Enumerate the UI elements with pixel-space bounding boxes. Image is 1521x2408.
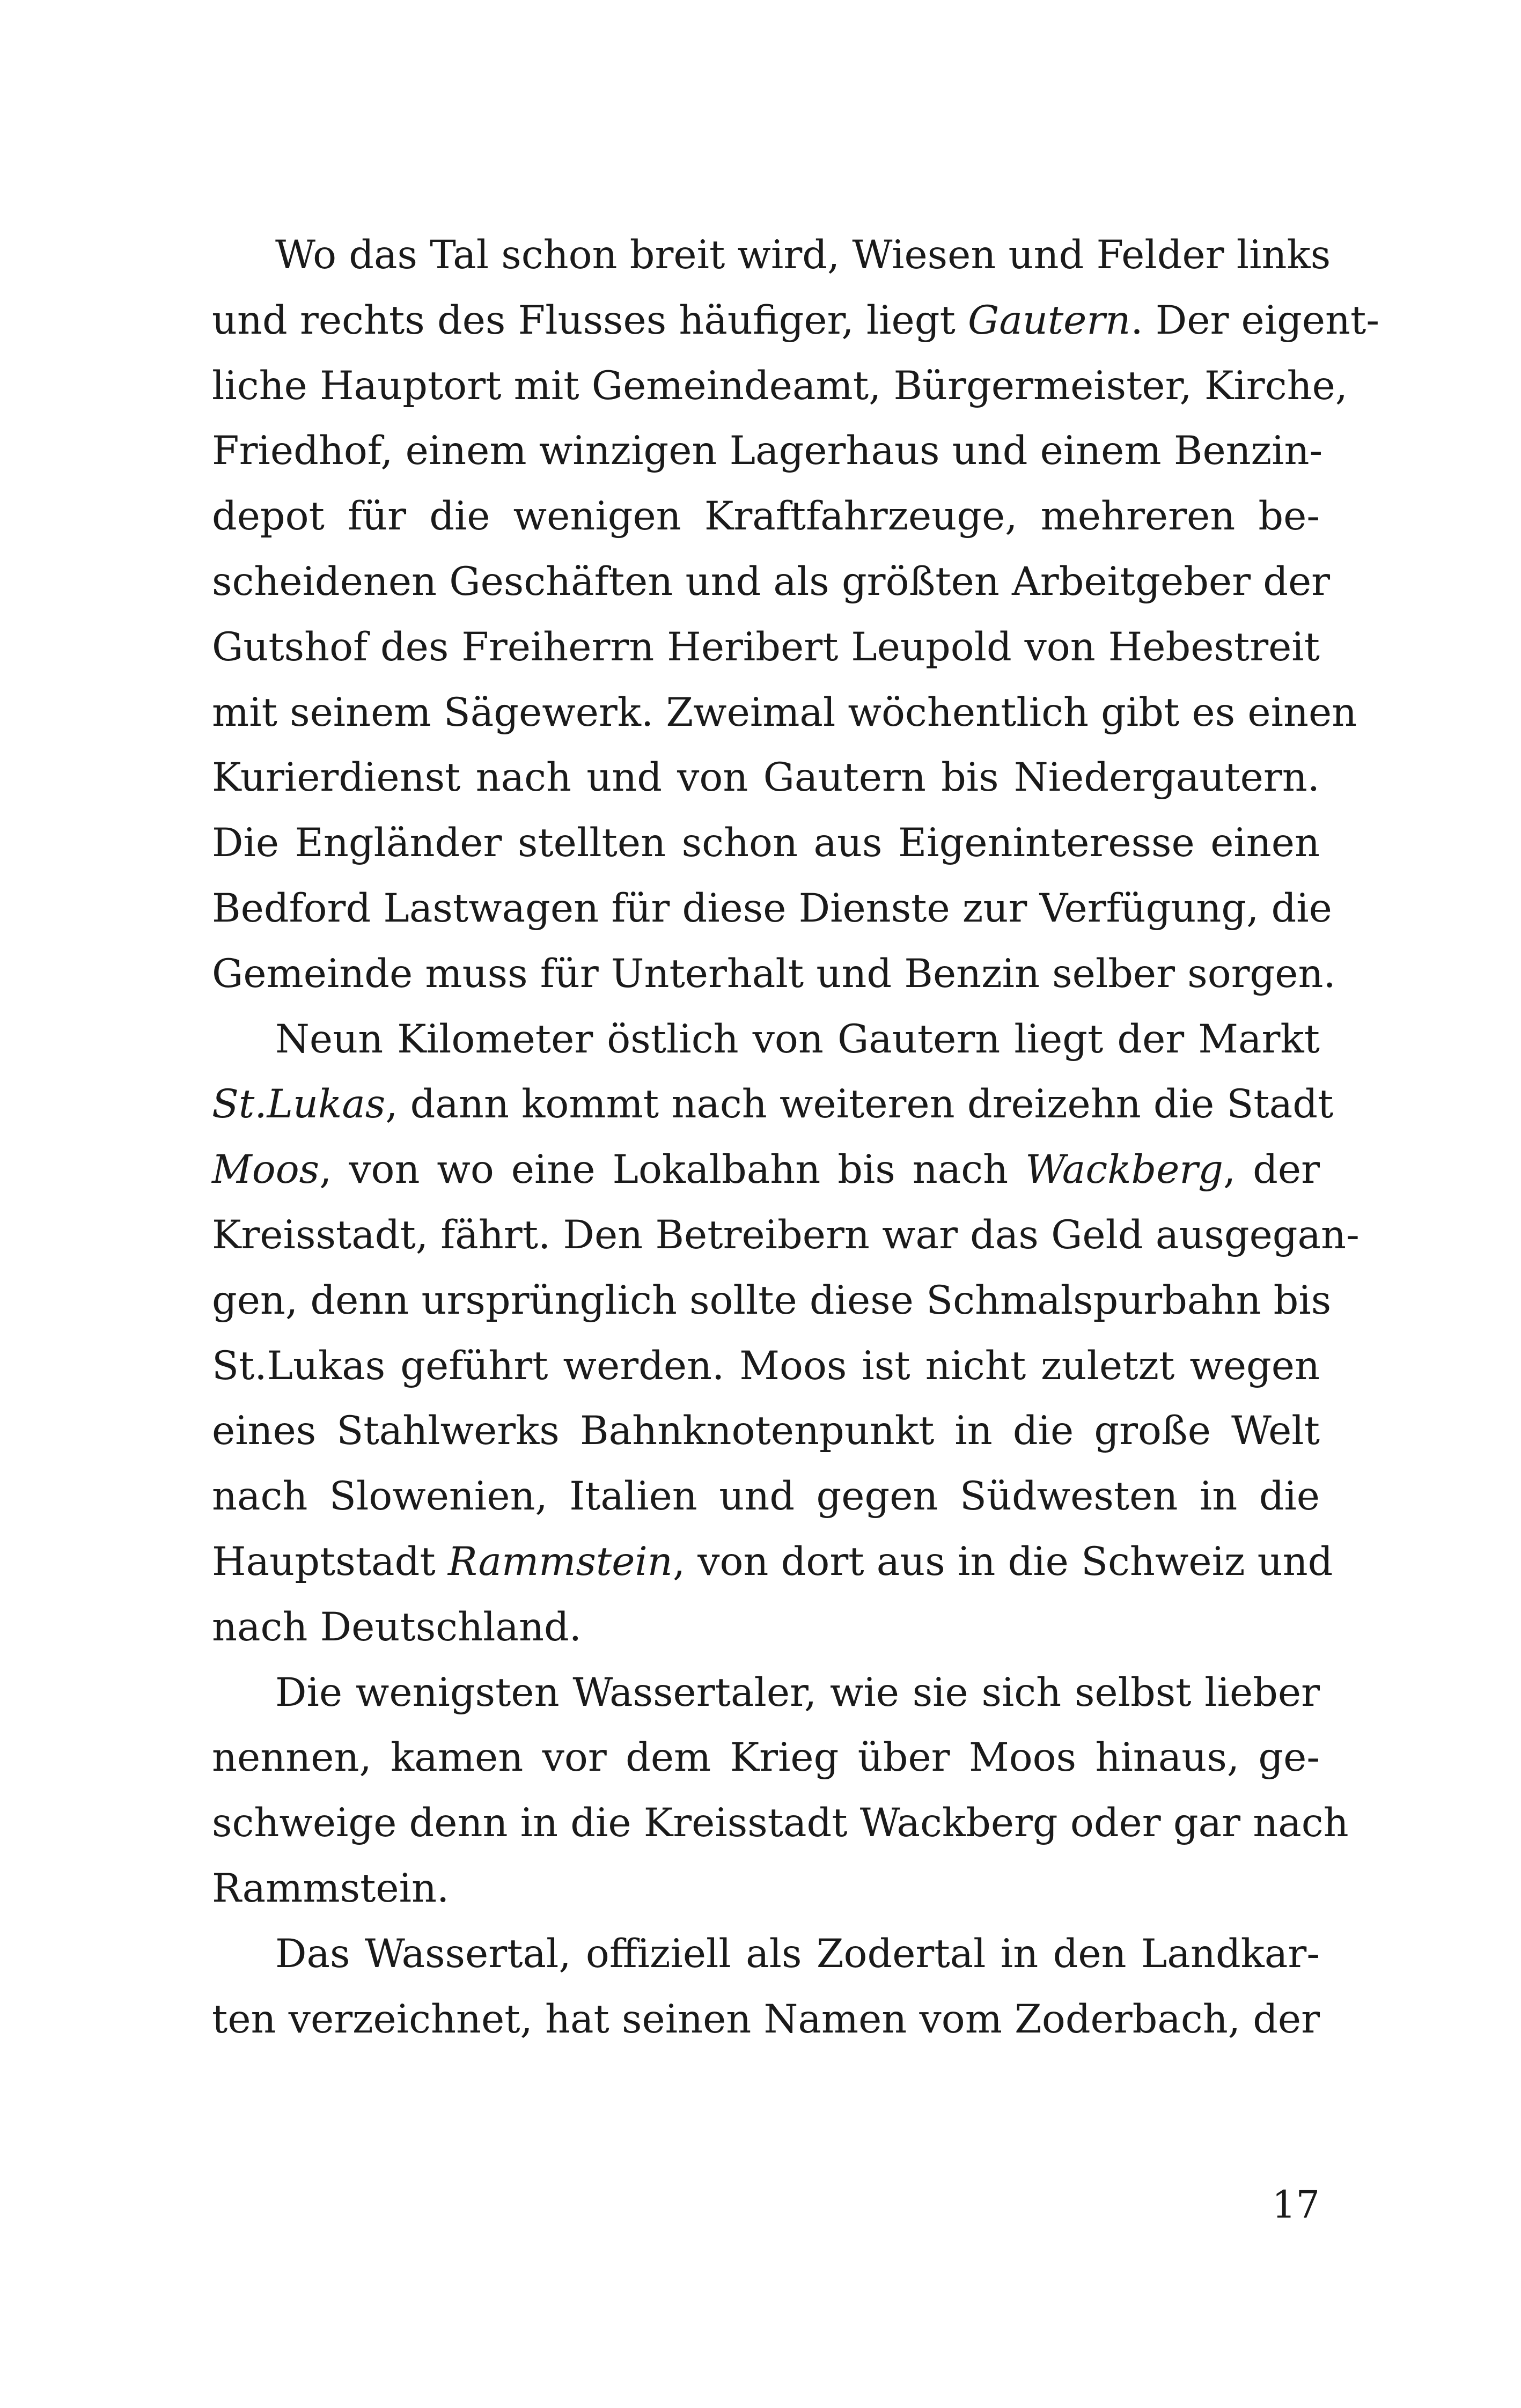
text-run: Gutshof des Freiherrn Heribert Leupold von Hebestreit — [212, 624, 1320, 670]
text-run: St.Lukas geführt werden. Moos ist nicht zuletzt wegen — [212, 1343, 1320, 1389]
text-line — [212, 484, 1320, 549]
place-name: St.Lukas — [212, 1081, 386, 1128]
text-line — [212, 1398, 1320, 1464]
text-run: Rammstein. — [212, 1865, 450, 1911]
place-name: Wackberg — [1025, 1147, 1223, 1193]
text-run: Die wenigsten Wassertaler, wie sie sich selbst lieber — [275, 1669, 1320, 1715]
text-line — [212, 354, 1348, 419]
text-run: Hauptstadt — [212, 1538, 448, 1585]
text-run: nach Slowenien, Italien und gegen Südwesten in die — [212, 1474, 1320, 1520]
text-run: Kreisstadt, fährt. Den Betreibern war das Geld ausgegan- — [212, 1212, 1360, 1258]
text-line — [212, 549, 1331, 615]
text-line — [212, 615, 1320, 680]
text-line — [212, 876, 1332, 941]
text-run: nach Deutschland. — [212, 1604, 582, 1650]
text-line — [212, 1921, 1320, 1987]
text-line — [212, 1856, 1320, 1921]
page-number: 17 — [1272, 2183, 1320, 2227]
text-line — [212, 1529, 1333, 1595]
text-line — [212, 680, 1357, 746]
text-line — [212, 1464, 1320, 1529]
text-line — [212, 1072, 1334, 1137]
text-line — [212, 745, 1320, 811]
text-run: Die Engländer stellten schon aus Eigeninteresse einen — [212, 820, 1320, 866]
text-run: schweige denn in die Kreisstadt Wackberg oder gar nach — [212, 1800, 1349, 1846]
text-line — [212, 1595, 1320, 1660]
text-run: , von wo eine Lokalbahn bis nach — [319, 1147, 1026, 1193]
place-name: Gautern — [968, 297, 1131, 343]
paragraph — [212, 223, 1380, 1007]
text-run: Das Wassertal, offiziell als Zodertal in den Landkar- — [275, 1931, 1320, 1977]
text-line — [212, 1725, 1320, 1791]
text-line — [212, 288, 1380, 354]
text-run: ten verzeichnet, hat seinen Namen vom Zoderbach, der — [212, 1996, 1320, 2042]
place-name: Rammstein — [447, 1538, 673, 1585]
place-name: Moos — [212, 1147, 320, 1193]
text-line — [212, 1987, 1320, 2052]
text-run: depot für die wenigen Kraftfahrzeuge, mehreren be- — [212, 494, 1320, 540]
text-line — [212, 418, 1323, 484]
text-run: , dann kommt nach weiteren dreizehn die Stadt — [385, 1081, 1334, 1128]
text-line — [212, 1334, 1320, 1399]
text-run: eines Stahlwerks Bahnknotenpunkt in die große Welt — [212, 1408, 1320, 1454]
text-line — [212, 223, 1331, 288]
text-line — [212, 1660, 1320, 1726]
text-run: . Der eigent- — [1130, 297, 1380, 343]
text-run: gen, denn ursprünglich sollte diese Schmalspurbahn bis — [212, 1277, 1332, 1323]
text-run: , von dort aus in die Schweiz und — [672, 1538, 1333, 1585]
text-run: Neun Kilometer östlich von Gautern liegt der Markt — [275, 1016, 1320, 1062]
text-run: , der — [1223, 1147, 1320, 1193]
text-run: scheidenen Geschäften und als größten Arbeitgeber der — [212, 558, 1331, 605]
text-line — [212, 1007, 1320, 1072]
paragraph — [212, 1007, 1360, 1660]
text-run: und rechts des Flusses häufiger, liegt — [212, 297, 968, 343]
text-line — [212, 1791, 1349, 1856]
text-run: Gemeinde muss für Unterhalt und Benzin selber sorgen. — [212, 951, 1336, 997]
paragraph — [212, 1921, 1320, 2052]
body-text — [212, 223, 1380, 2052]
text-run: Friedhof, einem winzigen Lagerhaus und einem Benzin- — [212, 428, 1323, 474]
paragraph — [212, 1660, 1349, 1921]
text-run: Kurierdienst nach und von Gautern bis Niedergautern. — [212, 755, 1320, 801]
text-line — [212, 1203, 1360, 1268]
text-line — [212, 811, 1320, 876]
text-line — [212, 1137, 1320, 1203]
text-run: Bedford Lastwagen für diese Dienste zur Verfügung, die — [212, 885, 1332, 931]
text-line — [212, 941, 1336, 1007]
text-run: liche Hauptort mit Gemeindeamt, Bürgermeister, Kirche, — [212, 363, 1348, 409]
text-run: mit seinem Sägewerk. Zweimal wöchentlich gibt es einen — [212, 689, 1357, 735]
text-line — [212, 1268, 1332, 1334]
text-run: Wo das Tal schon breit wird, Wiesen und Felder links — [275, 232, 1331, 278]
text-run: nennen, kamen vor dem Krieg über Moos hinaus, ge- — [212, 1735, 1320, 1781]
